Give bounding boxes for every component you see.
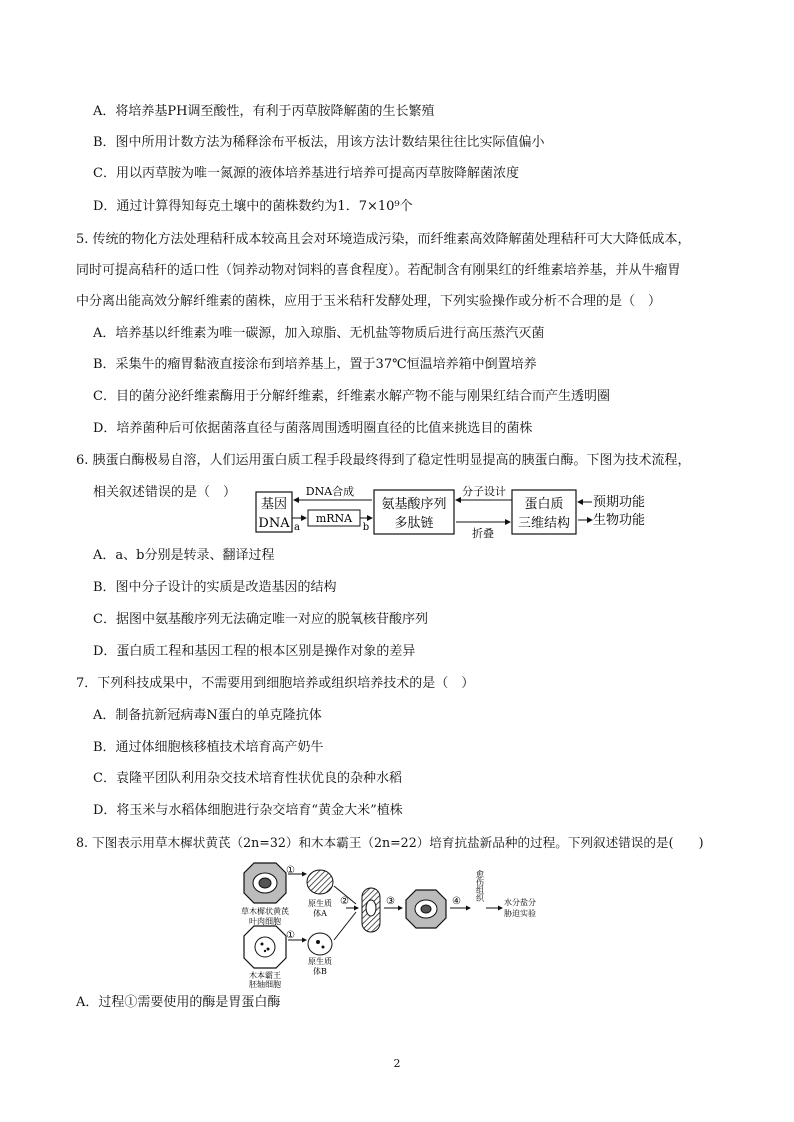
- step4-label: ④: [452, 896, 461, 907]
- step2-arrow-bottom: [334, 912, 356, 940]
- q7-option-b: B．通过体细胞核移植技术培育高产奶牛: [93, 740, 324, 755]
- test-label-2: 胁迫实验: [504, 909, 536, 918]
- protoB-label-1: 原生质: [308, 957, 332, 966]
- protoplast-a: [307, 870, 333, 894]
- q6-stem-line-2: 相关叙述错误的是（ ）: [93, 485, 237, 500]
- cell1-label-1: 草木樨状黄芪: [241, 907, 289, 916]
- q6-option-c: C．据图中氨基酸序列无法确定唯一对应的脱氧核苷酸序列: [93, 612, 428, 627]
- q5-option-b: B．采集牛的瘤胃黏液直接涂布到培养基上，置于37℃恒温培养箱中倒置培养: [93, 357, 537, 372]
- cell2-label-1: 木本霸王: [249, 971, 281, 980]
- cell1-label-2: 叶肉细胞: [249, 917, 281, 926]
- q7-option-c: C．袁隆平团队利用杂交技术培育性状优良的杂种水稻: [93, 771, 402, 786]
- molecular-design-label: 分子设计: [462, 485, 506, 498]
- step2-label: ②: [340, 896, 349, 907]
- protoplast-b: [308, 933, 332, 955]
- q8-stem: 8. 下图表示用草木樨状黄芪（2n=32）和木本霸王（2n=22）培育抗盐新品种的过程。下列叙述错误的是( ): [76, 835, 704, 850]
- step3-label: ③: [386, 896, 395, 907]
- q7-option-a: A．制备抗新冠病毒N蛋白的单克隆抗体: [93, 708, 322, 723]
- gene-label: 基因: [260, 497, 288, 512]
- q6-stem-line-1: 6. 胰蛋白酶极易自溶，人们运用蛋白质工程手段最终得到了稳定性明显提高的胰蛋白酶。下图为技术流程，: [76, 453, 691, 468]
- q5-option-c: C．目的菌分泌纤维素酶用于分解纤维素，纤维素水解产物不能与刚果红结合而产生透明圈: [93, 389, 610, 404]
- hypocotyl-nucleus: [255, 937, 275, 957]
- q4-option-a: A．将培养基PH调至酸性，有利于丙草胺降解菌的生长繁殖: [93, 104, 435, 119]
- q4-option-c: C．用以丙草胺为唯一氮源的液体培养基进行培养可提高丙草胺降解菌浓度: [93, 166, 519, 181]
- q4-option-d: D．通过计算得知每克土壤中的菌株数约为1．7×10⁹个: [93, 199, 413, 214]
- structure-label: 三维结构: [517, 516, 571, 531]
- protein-label: 蛋白质: [524, 497, 564, 512]
- cell2-label-2: 胚轴细胞: [249, 980, 281, 988]
- protein-engineering-flowchart: [250, 482, 660, 544]
- protoB-label-2: 体B: [313, 967, 327, 976]
- q4-option-b: B．图中所用计数方法为稀释涂布平板法，用该方法计数结果往往比实际值偏小: [93, 135, 545, 150]
- q7-stem: 7．下列科技成果中，不需要用到细胞培养或组织培养技术的是（ ）: [76, 676, 475, 691]
- protoplast-fusion-diagram: [228, 860, 568, 988]
- dna-label: DNA: [258, 516, 290, 531]
- q7-option-d: D．将玉米与水稻体细胞进行杂交培育“黄金大米”植株: [93, 803, 403, 818]
- bio-function-label: 生物功能: [593, 513, 646, 528]
- q5-stem-line-1: 5. 传统的物化方法处理秸秆成本较高且会对环境造成污染，而纤维素高效降解菌处理秸秆可大大降低成本，: [76, 232, 691, 247]
- polypeptide-label: 多肽链: [394, 516, 434, 531]
- step1-top-label: ①: [286, 865, 295, 876]
- expected-function-label: 预期功能: [593, 495, 646, 510]
- q5-stem-line-3: 中分离出能高效分解纤维素的菌株，应用于玉米秸秆发酵处理，下列实验操作或分析不合理的是（ ）: [76, 294, 662, 309]
- label-a: a: [294, 522, 300, 533]
- page-number: 2: [393, 1057, 401, 1070]
- q6-option-a: A．a、b分别是转录、翻译过程: [93, 548, 275, 563]
- test-label-1: 水分盐分: [504, 898, 536, 907]
- q6-option-b: B．图中分子设计的实质是改造基因的结构: [93, 580, 337, 595]
- folding-label: 折叠: [472, 527, 494, 540]
- q5-stem-line-2: 同时可提高秸秆的适口性（饲养动物对饲料的喜食程度）。若配制含有刚果红的纤维素培养基，并从牛瘤胃: [76, 263, 681, 278]
- q6-option-d: D．蛋白质工程和基因工程的根本区别是操作对象的差异: [93, 644, 416, 659]
- q8-option-a: A．过程①需要使用的酶是胃蛋白酶: [76, 995, 281, 1010]
- q5-option-d: D．培养菌种后可依据菌落直径与菌落周围透明圈直径的比值来挑选目的菌株: [93, 421, 533, 436]
- label-b: b: [362, 522, 370, 533]
- mrna-label: mRNA: [315, 512, 353, 525]
- amino-acid-label: 氨基酸序列: [381, 497, 447, 512]
- step1-bottom-label: ①: [286, 930, 295, 941]
- dna-synthesis-label: DNA合成: [305, 485, 355, 498]
- protoA-label-2: 体A: [313, 909, 327, 918]
- protoA-label-1: 原生质: [308, 899, 332, 908]
- q5-option-a: A．培养基以纤维素为唯一碳源，加入琼脂、无机盐等物质后进行高压蒸汽灭菌: [93, 326, 545, 341]
- callus-label: 愈伤组织: [475, 870, 485, 902]
